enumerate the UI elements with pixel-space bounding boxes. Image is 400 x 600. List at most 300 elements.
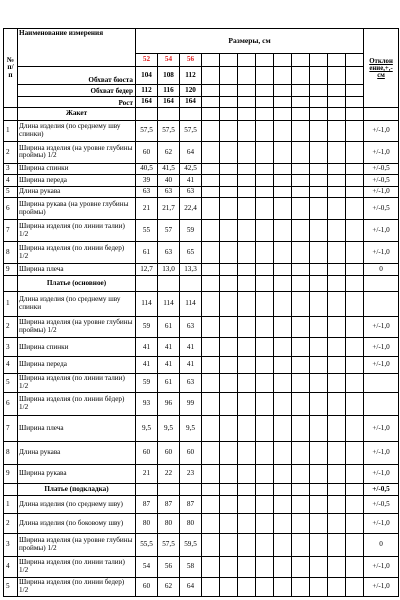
param-value: 116 xyxy=(158,85,180,97)
tolerance-value: +/-1,0 xyxy=(364,357,399,374)
size-value: 60 xyxy=(136,577,158,596)
size-value: 55,5 xyxy=(136,534,158,557)
size-value: 57 xyxy=(158,220,180,242)
tolerance-value: +/-1,0 xyxy=(364,242,399,264)
empty-cell xyxy=(328,198,346,220)
empty-cell xyxy=(220,220,238,242)
empty-cell xyxy=(346,514,364,534)
empty-cell xyxy=(328,374,346,393)
empty-cell xyxy=(346,357,364,374)
size-value: 57,5 xyxy=(158,534,180,557)
empty-cell xyxy=(202,242,220,264)
section-header-row xyxy=(4,275,399,292)
empty-cell xyxy=(256,338,274,357)
measurement-name: Ширина переда xyxy=(18,357,136,374)
empty-cell xyxy=(238,108,256,121)
section-number-cell xyxy=(4,483,18,496)
header-row-title xyxy=(4,29,399,54)
empty-cell xyxy=(346,198,364,220)
empty-cell xyxy=(256,275,274,292)
size-value: 54 xyxy=(136,557,158,578)
size-value: 21 xyxy=(136,198,158,220)
empty-cell xyxy=(274,338,292,357)
size-value: 22 xyxy=(158,465,180,484)
empty-cell xyxy=(328,141,346,163)
size-value: 58 xyxy=(180,557,202,578)
empty-cell xyxy=(220,66,238,85)
section-title: Жакет xyxy=(18,108,136,121)
size-value: 65 xyxy=(180,242,202,264)
empty-cell xyxy=(256,242,274,264)
row-number: 3 xyxy=(4,338,18,357)
size-value: 9,5 xyxy=(136,415,158,441)
size-value: 63 xyxy=(158,242,180,264)
empty-cell xyxy=(238,483,256,496)
empty-cell xyxy=(202,338,220,357)
empty-cell xyxy=(202,275,220,292)
empty-cell xyxy=(238,557,256,578)
empty-cell xyxy=(202,465,220,484)
empty-cell xyxy=(328,392,346,415)
tolerance-value xyxy=(364,392,399,415)
empty-cell xyxy=(292,442,310,465)
empty-cell xyxy=(220,534,238,557)
section-number-cell xyxy=(4,275,18,292)
row-number: 9 xyxy=(4,264,18,276)
param-value: 112 xyxy=(180,66,202,85)
section-title: Платье (подкладка) xyxy=(18,483,136,496)
size-value: 21 xyxy=(136,465,158,484)
section-title: Платье (основное) xyxy=(18,275,136,292)
empty-cell xyxy=(274,557,292,578)
empty-cell xyxy=(292,54,310,67)
measurement-name-header: Наименование измерения xyxy=(18,29,136,67)
size-value: 114 xyxy=(180,292,202,316)
row-number: 5 xyxy=(4,374,18,393)
empty-cell xyxy=(202,557,220,578)
empty-cell xyxy=(256,175,274,187)
empty-cell xyxy=(238,357,256,374)
empty-cell xyxy=(256,66,274,85)
empty-cell xyxy=(256,577,274,596)
empty-cell xyxy=(256,483,274,496)
empty-cell xyxy=(310,54,328,67)
empty-cell xyxy=(202,54,220,67)
empty-cell xyxy=(346,66,364,85)
measurement-name: Длина изделия (по среднему шву) xyxy=(18,496,136,514)
empty-cell xyxy=(202,374,220,393)
empty-cell xyxy=(202,577,220,596)
empty-cell xyxy=(328,338,346,357)
empty-cell xyxy=(158,483,180,496)
empty-cell xyxy=(256,96,274,108)
empty-cell xyxy=(238,96,256,108)
size-value: 60 xyxy=(180,442,202,465)
empty-cell xyxy=(202,292,220,316)
row-number: 4 xyxy=(4,175,18,187)
size-value: 41 xyxy=(180,338,202,357)
empty-cell xyxy=(202,141,220,163)
empty-cell xyxy=(202,175,220,187)
empty-cell xyxy=(238,264,256,276)
size-value: 62 xyxy=(158,141,180,163)
empty-cell xyxy=(328,442,346,465)
empty-cell xyxy=(256,108,274,121)
empty-cell xyxy=(292,85,310,97)
table-row xyxy=(4,374,399,393)
size-value: 41 xyxy=(136,357,158,374)
table-row xyxy=(4,357,399,374)
empty-cell xyxy=(274,96,292,108)
empty-cell xyxy=(328,514,346,534)
size-value: 64 xyxy=(180,577,202,596)
size-value: 59 xyxy=(136,316,158,338)
empty-cell xyxy=(346,141,364,163)
size-value: 87 xyxy=(136,496,158,514)
size-value: 40,5 xyxy=(136,163,158,175)
tolerance-value: +/-1,0 xyxy=(364,415,399,441)
table-row xyxy=(4,198,399,220)
empty-cell xyxy=(292,186,310,198)
size-value: 96 xyxy=(158,392,180,415)
size-value: 114 xyxy=(158,292,180,316)
tolerance-value: +/-1,0 xyxy=(364,121,399,142)
empty-cell xyxy=(328,316,346,338)
measurement-name: Длина изделия (по среднему шву спинки xyxy=(18,292,136,316)
table-row xyxy=(4,338,399,357)
empty-cell xyxy=(292,163,310,175)
empty-cell xyxy=(256,357,274,374)
empty-cell xyxy=(220,465,238,484)
empty-cell xyxy=(220,108,238,121)
empty-cell xyxy=(346,316,364,338)
empty-cell xyxy=(310,514,328,534)
empty-cell xyxy=(238,415,256,441)
tolerance-header: Отклон ение,+,- см xyxy=(364,29,399,108)
empty-cell xyxy=(220,392,238,415)
empty-cell xyxy=(310,292,328,316)
tolerance-value: +/-1,0 xyxy=(364,316,399,338)
size-value: 56 xyxy=(158,557,180,578)
size-value: 114 xyxy=(136,292,158,316)
empty-cell xyxy=(180,483,202,496)
empty-cell xyxy=(310,338,328,357)
empty-cell xyxy=(136,108,158,121)
empty-cell xyxy=(328,121,346,142)
empty-cell xyxy=(292,338,310,357)
empty-cell xyxy=(238,316,256,338)
empty-cell xyxy=(256,141,274,163)
empty-cell xyxy=(310,85,328,97)
section-tolerance: +/-0,5 xyxy=(364,483,399,496)
empty-cell xyxy=(274,392,292,415)
table-row xyxy=(4,141,399,163)
empty-cell xyxy=(310,275,328,292)
empty-cell xyxy=(310,557,328,578)
measurement-name: Ширина спинки xyxy=(18,163,136,175)
empty-cell xyxy=(328,66,346,85)
size-value: 80 xyxy=(158,514,180,534)
sizes-header: Размеры, см xyxy=(136,29,364,54)
empty-cell xyxy=(328,415,346,441)
empty-cell xyxy=(238,186,256,198)
empty-cell xyxy=(238,374,256,393)
size-value: 57,5 xyxy=(158,121,180,142)
empty-cell xyxy=(274,242,292,264)
empty-cell xyxy=(292,108,310,121)
row-number: 2 xyxy=(4,514,18,534)
row-number: 1 xyxy=(4,496,18,514)
empty-cell xyxy=(220,175,238,187)
size-value: 63 xyxy=(136,186,158,198)
empty-cell xyxy=(202,163,220,175)
table-row xyxy=(4,186,399,198)
table-row xyxy=(4,175,399,187)
empty-cell xyxy=(274,496,292,514)
empty-cell xyxy=(238,534,256,557)
empty-cell xyxy=(292,465,310,484)
empty-cell xyxy=(310,108,328,121)
empty-cell xyxy=(256,85,274,97)
measurement-name: Ширина изделия (на уровне глубины проймы) 1/2 xyxy=(18,141,136,163)
empty-cell xyxy=(310,392,328,415)
empty-cell xyxy=(292,577,310,596)
empty-cell xyxy=(220,96,238,108)
section-number-cell xyxy=(4,108,18,121)
param-value: 164 xyxy=(180,96,202,108)
size-value: 21,7 xyxy=(158,198,180,220)
row-number: 8 xyxy=(4,242,18,264)
empty-cell xyxy=(274,415,292,441)
size-value: 41 xyxy=(158,357,180,374)
empty-cell xyxy=(202,415,220,441)
empty-cell xyxy=(346,163,364,175)
size-value: 57,5 xyxy=(180,121,202,142)
size-value: 57,5 xyxy=(136,121,158,142)
empty-cell xyxy=(238,121,256,142)
empty-cell xyxy=(346,175,364,187)
size-value: 64 xyxy=(180,141,202,163)
empty-cell xyxy=(238,496,256,514)
empty-cell xyxy=(292,557,310,578)
empty-cell xyxy=(274,316,292,338)
empty-cell xyxy=(238,442,256,465)
size-value: 59 xyxy=(136,374,158,393)
row-number: 3 xyxy=(4,163,18,175)
empty-cell xyxy=(310,186,328,198)
empty-cell xyxy=(310,175,328,187)
empty-cell xyxy=(220,121,238,142)
measurement-name: Ширина изделия (по линии талии) 1/2 xyxy=(18,557,136,578)
empty-cell xyxy=(310,357,328,374)
empty-cell xyxy=(238,577,256,596)
empty-cell xyxy=(274,175,292,187)
size-56: 56 xyxy=(180,54,202,67)
row-number: 7 xyxy=(4,220,18,242)
empty-cell xyxy=(274,198,292,220)
empty-cell xyxy=(310,577,328,596)
empty-cell xyxy=(310,483,328,496)
measurement-name: Ширина изделия (по линии талии) 1/2 xyxy=(18,220,136,242)
empty-cell xyxy=(256,186,274,198)
empty-cell xyxy=(238,514,256,534)
row-number: 4 xyxy=(4,557,18,578)
tolerance-value: +/-1,0 xyxy=(364,557,399,578)
empty-cell xyxy=(202,220,220,242)
empty-cell xyxy=(220,198,238,220)
empty-cell xyxy=(158,275,180,292)
empty-cell xyxy=(180,108,202,121)
empty-cell xyxy=(310,163,328,175)
table-row xyxy=(4,465,399,484)
table-row xyxy=(4,121,399,142)
empty-cell xyxy=(292,514,310,534)
size-value: 63 xyxy=(158,186,180,198)
empty-cell xyxy=(238,175,256,187)
empty-cell xyxy=(328,465,346,484)
measurement-name: Длина изделия (по боковому шву) xyxy=(18,514,136,534)
empty-cell xyxy=(292,220,310,242)
empty-cell xyxy=(202,316,220,338)
empty-cell xyxy=(238,141,256,163)
empty-cell xyxy=(220,54,238,67)
empty-cell xyxy=(220,141,238,163)
measurement-name: Ширина изделия (по линии бёдер) 1/2 xyxy=(18,392,136,415)
table-row xyxy=(4,316,399,338)
tolerance-value: 0 xyxy=(364,534,399,557)
measurement-name: Длина изделия (по среднему шву спинки) xyxy=(18,121,136,142)
empty-cell xyxy=(346,338,364,357)
measurement-name: Ширина переда xyxy=(18,175,136,187)
table-row xyxy=(4,496,399,514)
size-value: 42,5 xyxy=(180,163,202,175)
empty-cell xyxy=(238,338,256,357)
empty-cell xyxy=(328,496,346,514)
empty-cell xyxy=(274,220,292,242)
empty-cell xyxy=(238,292,256,316)
empty-cell xyxy=(202,534,220,557)
empty-cell xyxy=(238,198,256,220)
table-row xyxy=(4,392,399,415)
empty-cell xyxy=(202,66,220,85)
size-value: 9,5 xyxy=(180,415,202,441)
empty-cell xyxy=(256,121,274,142)
empty-cell xyxy=(328,54,346,67)
empty-cell xyxy=(274,465,292,484)
empty-cell xyxy=(256,465,274,484)
empty-cell xyxy=(292,198,310,220)
empty-cell xyxy=(256,514,274,534)
number-column-header: № п/ п xyxy=(4,29,18,108)
table-row xyxy=(4,292,399,316)
empty-cell xyxy=(292,483,310,496)
empty-cell xyxy=(238,465,256,484)
empty-cell xyxy=(292,242,310,264)
empty-cell xyxy=(310,121,328,142)
empty-cell xyxy=(220,242,238,264)
size-value: 41 xyxy=(136,338,158,357)
empty-cell xyxy=(202,186,220,198)
size-value: 41 xyxy=(180,175,202,187)
empty-cell xyxy=(238,85,256,97)
empty-cell xyxy=(274,483,292,496)
measurement-name: Ширина изделия (на уровне глубины проймы) 1/2 xyxy=(18,316,136,338)
size-54: 54 xyxy=(158,54,180,67)
measurement-name: Длина рукава xyxy=(18,442,136,465)
tolerance-value: +/-1,0 xyxy=(364,442,399,465)
empty-cell xyxy=(256,374,274,393)
row-number: 5 xyxy=(4,186,18,198)
empty-cell xyxy=(274,514,292,534)
table-row xyxy=(4,242,399,264)
empty-cell xyxy=(256,415,274,441)
empty-cell xyxy=(310,534,328,557)
size-value: 60 xyxy=(136,141,158,163)
empty-cell xyxy=(202,392,220,415)
empty-cell xyxy=(274,54,292,67)
empty-cell xyxy=(346,54,364,67)
empty-cell xyxy=(274,66,292,85)
tolerance-value: +/-1,0 xyxy=(364,577,399,596)
table-row xyxy=(4,557,399,578)
size-value: 23 xyxy=(180,465,202,484)
empty-cell xyxy=(292,264,310,276)
param-value: 120 xyxy=(180,85,202,97)
empty-cell xyxy=(346,186,364,198)
row-number: 6 xyxy=(4,198,18,220)
row-number: 8 xyxy=(4,442,18,465)
empty-cell xyxy=(202,483,220,496)
empty-cell xyxy=(256,220,274,242)
header-row-height xyxy=(4,96,399,108)
empty-cell xyxy=(238,163,256,175)
size-value: 80 xyxy=(180,514,202,534)
empty-cell xyxy=(292,275,310,292)
measurement-name: Ширина плеча xyxy=(18,415,136,441)
empty-cell xyxy=(292,534,310,557)
empty-cell xyxy=(328,186,346,198)
empty-cell xyxy=(328,85,346,97)
size-value: 87 xyxy=(180,496,202,514)
row-number: 1 xyxy=(4,121,18,142)
size-value: 39 xyxy=(136,175,158,187)
empty-cell xyxy=(310,198,328,220)
empty-cell xyxy=(220,316,238,338)
empty-cell xyxy=(238,66,256,85)
empty-cell xyxy=(328,96,346,108)
measurement-name: Ширина изделия (по линии талии) 1/2 xyxy=(18,374,136,393)
empty-cell xyxy=(238,242,256,264)
empty-cell xyxy=(310,442,328,465)
empty-cell xyxy=(274,163,292,175)
row-number: 9 xyxy=(4,465,18,484)
empty-cell xyxy=(274,275,292,292)
empty-cell xyxy=(310,496,328,514)
empty-cell xyxy=(328,175,346,187)
empty-cell xyxy=(346,242,364,264)
row-number: 5 xyxy=(4,577,18,596)
empty-cell xyxy=(256,316,274,338)
size-value: 55 xyxy=(136,220,158,242)
measurement-name: Длина рукава xyxy=(18,186,136,198)
empty-cell xyxy=(346,392,364,415)
empty-cell xyxy=(346,577,364,596)
size-value: 9,5 xyxy=(158,415,180,441)
empty-cell xyxy=(220,163,238,175)
empty-cell xyxy=(346,121,364,142)
empty-cell xyxy=(310,66,328,85)
empty-cell xyxy=(346,442,364,465)
